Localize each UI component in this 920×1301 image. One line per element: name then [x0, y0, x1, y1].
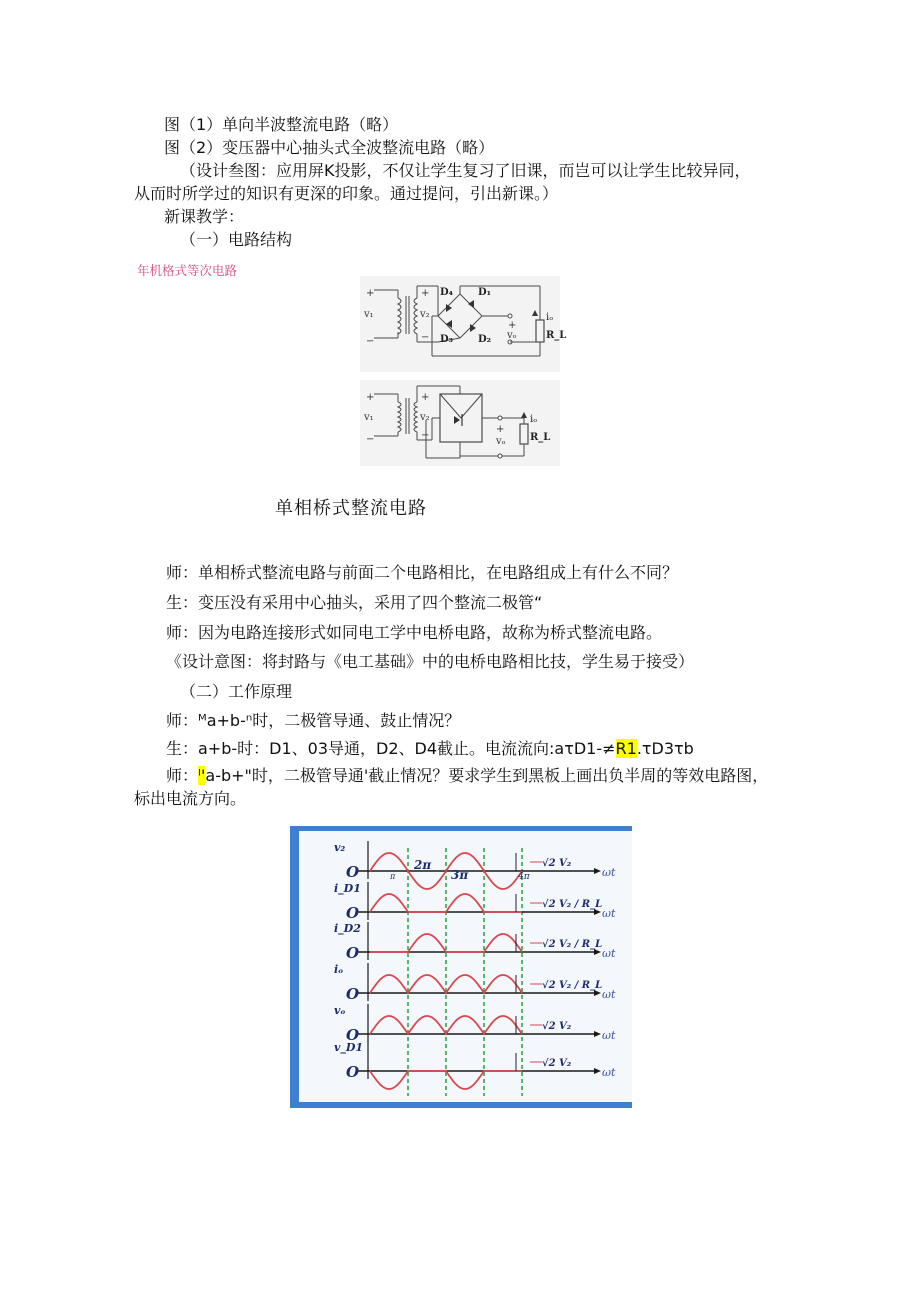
origin-label-4: O — [346, 1026, 360, 1044]
v1-minus: − — [366, 336, 375, 347]
waveform-figure — [290, 826, 632, 1108]
vo-label: vₒ — [507, 330, 517, 341]
omega-t-label-1: ωt — [602, 907, 616, 920]
text-line-13 — [166, 738, 694, 760]
origin-label-3: O — [346, 985, 360, 1003]
row-label-2: i_D2 — [334, 922, 361, 935]
waveform-frame-bottom — [290, 1102, 632, 1108]
vo-plus: + — [508, 320, 517, 331]
amplitude-label-4: √2 V₂ — [542, 1021, 572, 1032]
origin-label-1: O — [346, 904, 360, 922]
text-line-10: 《设计意图：将封路与《电工基础》中的电桥电路相比技，学生易于接受） — [166, 652, 695, 671]
figure-caption: 单相桥式整流电路 — [275, 498, 427, 519]
v2-minus: − — [421, 332, 430, 343]
highlighted-mark: ᴵ' — [198, 766, 206, 785]
omega-t-label-4: ωt — [602, 1029, 616, 1042]
amplitude-label-0: √2 V₂ — [542, 858, 572, 869]
text-line-15: 标出电流方向。 — [134, 789, 247, 808]
section-heading-structure: （一）电路结构 — [180, 230, 293, 249]
rl-label: R_L — [530, 432, 551, 443]
text-line-12: 师：ᴹa+b-ⁿ时，二极管导通、鼓止情况？ — [166, 711, 461, 730]
text-line-9: 师：因为电路连接形式如同电工学中电桥电路，故称为桥式整流电路。 — [166, 623, 663, 642]
bridge-circuit-diagram-1 — [360, 276, 567, 372]
highlighted-r1: R1 — [615, 739, 637, 758]
origin-label-0: O — [346, 863, 360, 881]
row-label-0: v₂ — [334, 841, 346, 854]
d4-label: D₄ — [440, 287, 454, 298]
text-line-13-part-a: 生：a+b-时：D1、03导通，D2、D4截止。电流流向:aτD1-≠ — [166, 739, 616, 758]
text-line-13-part-c: .τD3τb — [636, 739, 694, 758]
vo-label: vₒ — [496, 436, 506, 447]
text-line-14-part-c: a-b+"时，二极管导通'截止情况？要求学生到黑板上画出负半周的等效电路图， — [205, 766, 769, 785]
origin-label-5: O — [346, 1063, 360, 1081]
amplitude-label-1: √2 V₂ / R_L — [542, 899, 603, 910]
text-line-5: 新课教学： — [164, 207, 245, 226]
v1-label: v₁ — [364, 412, 374, 423]
text-line-14-part-a: 师： — [166, 766, 199, 785]
v1-minus: − — [366, 434, 375, 445]
omega-t-label-3: ωt — [602, 988, 616, 1001]
d3-label: D₃ — [440, 334, 454, 345]
two-pi-label: 2π — [414, 858, 432, 872]
omega-t-label-0: ωt — [602, 866, 616, 879]
v2-minus: − — [421, 430, 430, 441]
text-line-3: （设计叁图：应用屏K投影，不仅让学生复习了旧课，而岂可以让学生比较异同， — [180, 161, 751, 180]
v1-plus: + — [366, 392, 375, 403]
amplitude-label-2: √2 V₂ / R_L — [542, 939, 603, 950]
section-heading-principle: （二）工作原理 — [180, 682, 293, 701]
waveform-frame-top — [290, 826, 632, 831]
text-line-8: 生：变压没有采用中心抽头，采用了四个整流二极管“ — [166, 593, 543, 612]
text-line-14 — [166, 765, 768, 787]
io-label: iₒ — [546, 312, 554, 323]
v2-label: v₂ — [420, 412, 430, 423]
amplitude-label-3: √2 V₂ / R_L — [542, 980, 603, 991]
text-line-7: 师：单相桥式整流电路与前面二个电路相比，在电路组成上有什么不同？ — [166, 563, 679, 582]
text-line-4: 从而时所学过的知识有更深的印象。通过提问，引出新课。） — [134, 184, 559, 203]
omega-t-label-5: ωt — [602, 1066, 616, 1079]
d1-label: D₁ — [478, 287, 492, 298]
row-label-1: i_D1 — [334, 882, 361, 895]
origin-label-2: O — [346, 944, 360, 962]
text-line-2: 图（2）变压器中心抽头式全波整流电路（略） — [164, 138, 495, 157]
pink-annotation: 年机格式等次电路 — [137, 263, 238, 278]
v2-plus: + — [421, 392, 430, 403]
amplitude-label-5: √2 V₂ — [542, 1058, 572, 1069]
v2-label: v₂ — [420, 309, 430, 320]
io-label: iₒ — [530, 414, 538, 425]
row-label-3: iₒ — [334, 963, 344, 976]
v2-plus: + — [421, 288, 430, 299]
d2-label: D₂ — [478, 334, 492, 345]
three-pi-label: 3π — [451, 868, 469, 882]
row-label-5: v_D1 — [334, 1041, 364, 1054]
four-pi-label: 4π — [518, 872, 530, 882]
bridge-circuit-diagram-2 — [360, 380, 560, 466]
row-label-4: vₒ — [334, 1004, 346, 1017]
rl-label: R_L — [546, 330, 567, 341]
text-line-1: 图（1）单向半波整流电路（略） — [164, 115, 399, 134]
omega-t-label-2: ωt — [602, 947, 616, 960]
waveform-frame-left — [290, 826, 299, 1108]
vo-plus: + — [496, 424, 505, 435]
v1-plus: + — [366, 288, 375, 299]
v1-label: v₁ — [364, 309, 374, 320]
pi-label: π — [390, 872, 396, 881]
